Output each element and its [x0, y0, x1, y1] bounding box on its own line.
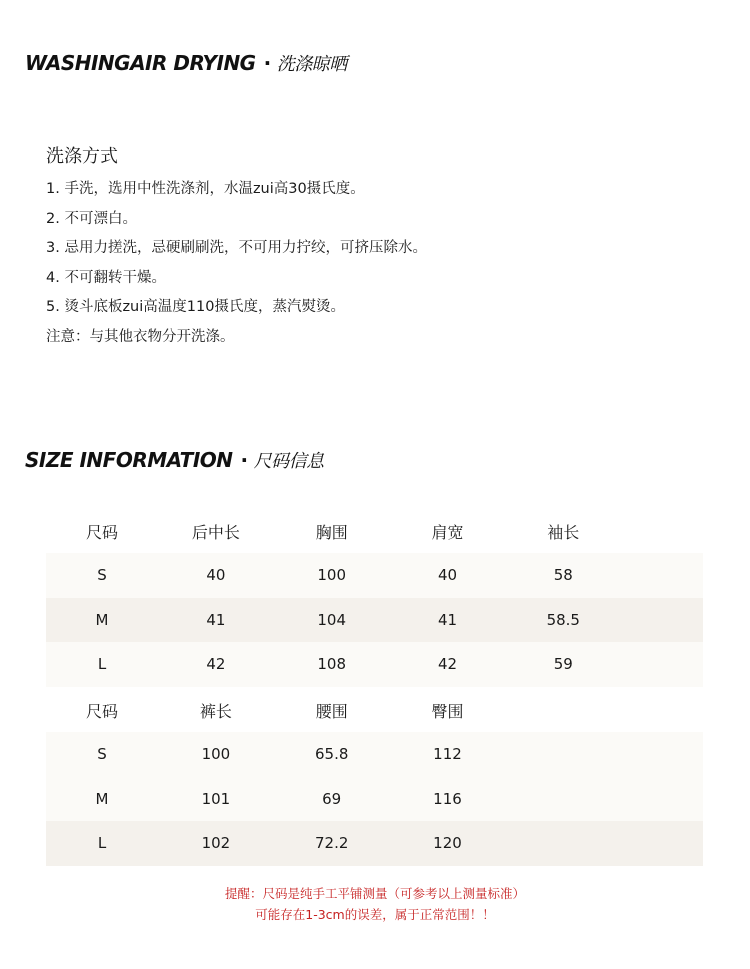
- table-cell: 72.2: [314, 834, 349, 853]
- header-cell: 袖长: [547, 522, 580, 542]
- measurement-note: [0, 883, 750, 925]
- table-row: [46, 821, 703, 866]
- table-header-row: [46, 688, 703, 732]
- table-cell: 116: [433, 789, 462, 808]
- header-cell: 裤长: [199, 701, 232, 721]
- table-cell: 120: [433, 834, 462, 853]
- wash-line: 5. 烫斗底板zui高温度110摄氏度，蒸汽熨烫。: [46, 299, 345, 315]
- table-cell: M: [95, 610, 109, 629]
- table-cell: 112: [433, 745, 462, 764]
- table-cell: 100: [317, 566, 347, 585]
- header-cell: 尺码: [85, 701, 118, 721]
- table-cell: S: [97, 566, 107, 585]
- table-cell: 108: [317, 655, 347, 674]
- table-cell: 104: [317, 610, 347, 629]
- wash-heading: 洗涤方式: [46, 146, 118, 167]
- table-cell: M: [95, 789, 109, 808]
- table-cell: 101: [201, 789, 231, 808]
- note-line: 可能存在1-3cm的误差，属于正常范围！！: [255, 907, 495, 922]
- table-cell: 58.5: [546, 610, 580, 629]
- wash-section-title: [25, 50, 347, 76]
- table-cell: 58: [553, 566, 573, 585]
- table-cell: 59: [553, 655, 573, 674]
- table-cell: 42: [437, 655, 458, 674]
- header-cell: 臀围: [431, 701, 464, 721]
- table-row: [46, 732, 703, 777]
- size-title-en: SIZE INFORMATION: [25, 448, 233, 472]
- wash-line: 2. 不可漂白。: [46, 210, 137, 227]
- header-cell: 后中长: [191, 522, 240, 542]
- header-cell: 肩宽: [431, 522, 464, 542]
- table-cell: 42: [206, 655, 226, 674]
- table-row: [46, 553, 703, 598]
- table-cell: 40: [206, 566, 226, 585]
- wash-line: 1. 手洗，选用中性洗涤剂，水温zui高30摄氏度。: [46, 181, 365, 197]
- size-title-zh: 尺码信息: [253, 451, 324, 472]
- size-table-top: [46, 509, 703, 687]
- table-cell: 100: [201, 745, 231, 764]
- table-row: [46, 598, 703, 643]
- table-cell: 65.8: [314, 745, 349, 764]
- table-row: [46, 777, 703, 822]
- table-cell: 69: [322, 789, 342, 808]
- wash-line: 3. 忌用力搓洗，忌硬刷刷洗，不可用力拧绞，可挤压除水。: [46, 240, 427, 256]
- header-cell: 尺码: [85, 522, 118, 542]
- table-cell: 41: [437, 610, 458, 629]
- table-cell: 40: [437, 566, 458, 585]
- table-cell: L: [97, 834, 107, 853]
- table-cell: 102: [201, 834, 231, 853]
- wash-title-separator: ·: [263, 51, 271, 75]
- wash-instructions: [46, 145, 427, 352]
- wash-line: 4. 不可翻转干燥。: [46, 269, 166, 286]
- wash-title-en: WASHINGAIR DRYING: [25, 51, 256, 75]
- size-section-title: [25, 447, 324, 473]
- wash-note: 注意：与其他衣物分开洗涤。: [46, 328, 235, 345]
- table-row: [46, 642, 703, 687]
- wash-title-zh: 洗涤晾晒: [276, 54, 347, 75]
- size-table-bottom: [46, 688, 703, 866]
- table-cell: 41: [206, 610, 226, 629]
- table-header-row: [46, 509, 703, 553]
- header-cell: 胸围: [315, 522, 348, 542]
- note-line: 提醒：尺码是纯手工平铺测量（可参考以上测量标准）: [224, 886, 525, 901]
- size-title-separator: ·: [240, 448, 248, 472]
- header-cell: 腰围: [315, 701, 348, 721]
- table-cell: S: [97, 745, 107, 764]
- table-cell: L: [97, 655, 107, 674]
